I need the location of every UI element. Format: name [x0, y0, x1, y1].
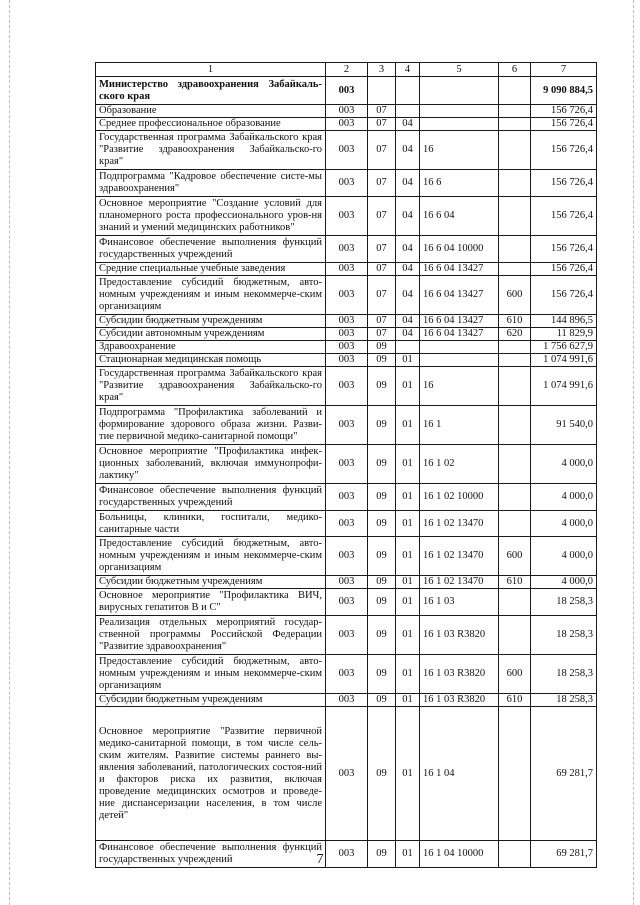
row-name-cell: Финансовое обеспечение выполнения функций государственных учреждений — [96, 236, 326, 263]
row-target-article: 16 6 04 13427 — [420, 263, 499, 276]
row-target-article: 16 1 02 13470 — [420, 511, 499, 537]
row-name-cell: Предоставление субсидий бюджетным, авто-номным учреждениям и иным некоммерче-ским организациям — [96, 537, 326, 576]
row-subsection-code — [396, 105, 420, 118]
table-row — [96, 236, 597, 263]
row-section-code: 09 — [368, 655, 396, 694]
row-expense-type — [499, 236, 531, 263]
row-subsection-code: 04 — [396, 276, 420, 315]
row-section-code: 09 — [368, 341, 396, 354]
row-ministry-code: 003 — [326, 105, 368, 118]
table-row — [96, 511, 597, 537]
row-expense-type: 610 — [499, 315, 531, 328]
row-amount: 1 074 991,6 — [531, 367, 597, 406]
table-row — [96, 694, 597, 707]
row-ministry-code: 003 — [326, 341, 368, 354]
row-expense-type — [499, 511, 531, 537]
row-section-code: 09 — [368, 354, 396, 367]
row-subsection-code: 04 — [396, 315, 420, 328]
row-amount: 69 281,7 — [531, 841, 597, 868]
row-name-cell: Предоставление субсидий бюджетным, авто-номным учреждениям и иным некоммерче-ским организациям — [96, 276, 326, 315]
row-target-article: 16 1 03 R3820 — [420, 694, 499, 707]
row-ministry-code: 003 — [326, 118, 368, 131]
row-section-code: 09 — [368, 576, 396, 589]
row-subsection-code: 01 — [396, 841, 420, 868]
row-amount: 156 726,4 — [531, 236, 597, 263]
row-target-article — [420, 354, 499, 367]
row-amount: 156 726,4 — [531, 118, 597, 131]
row-section-code: 09 — [368, 537, 396, 576]
table-row — [96, 537, 597, 576]
row-target-article: 16 6 04 10000 — [420, 236, 499, 263]
row-amount: 4 000,0 — [531, 484, 597, 511]
row-subsection-code: 01 — [396, 367, 420, 406]
row-ministry-code: 003 — [326, 616, 368, 655]
row-target-article: 16 6 04 — [420, 197, 499, 236]
table-row — [96, 276, 597, 315]
row-subsection-code — [396, 77, 420, 105]
row-amount: 4 000,0 — [531, 537, 597, 576]
row-expense-type — [499, 105, 531, 118]
table-row — [96, 589, 597, 616]
row-subsection-code — [396, 341, 420, 354]
row-section-code: 09 — [368, 484, 396, 511]
row-amount: 91 540,0 — [531, 406, 597, 445]
row-expense-type — [499, 263, 531, 276]
row-ministry-code: 003 — [326, 707, 368, 841]
row-section-code: 09 — [368, 707, 396, 841]
row-section-code: 09 — [368, 841, 396, 868]
row-expense-type — [499, 484, 531, 511]
row-subsection-code: 01 — [396, 445, 420, 484]
row-ministry-code: 003 — [326, 328, 368, 341]
budget-table — [95, 62, 597, 868]
row-section-code: 07 — [368, 118, 396, 131]
row-subsection-code: 01 — [396, 576, 420, 589]
row-amount: 144 896,5 — [531, 315, 597, 328]
row-target-article: 16 1 02 10000 — [420, 484, 499, 511]
row-ministry-code: 003 — [326, 694, 368, 707]
table-row — [96, 406, 597, 445]
table-row — [96, 616, 597, 655]
row-name-cell: Государственная программа Забайкальского края "Развитие здравоохранения Забайкальско-го края" — [96, 131, 326, 170]
row-ministry-code: 003 — [326, 170, 368, 197]
row-section-code: 09 — [368, 694, 396, 707]
row-section-code: 09 — [368, 406, 396, 445]
row-name-cell: Субсидии бюджетным учреждениям — [96, 315, 326, 328]
row-name-cell: Основное мероприятие "Профилактика ВИЧ, вирусных гепатитов В и С" — [96, 589, 326, 616]
header-col-2: 2 — [326, 63, 368, 77]
row-expense-type — [499, 118, 531, 131]
header-col-3: 3 — [368, 63, 396, 77]
table-row — [96, 707, 597, 841]
row-target-article: 16 1 03 — [420, 589, 499, 616]
row-amount: 1 074 991,6 — [531, 354, 597, 367]
row-ministry-code: 003 — [326, 655, 368, 694]
row-name-cell: Реализация отдельных мероприятий государ-ственной программы Российской Федерации "Развитие здравоохранения" — [96, 616, 326, 655]
table-row — [96, 77, 597, 105]
table-row — [96, 118, 597, 131]
row-section-code: 09 — [368, 367, 396, 406]
header-col-7: 7 — [531, 63, 597, 77]
row-section-code: 07 — [368, 328, 396, 341]
row-section-code: 07 — [368, 236, 396, 263]
row-subsection-code: 04 — [396, 170, 420, 197]
row-expense-type: 620 — [499, 328, 531, 341]
row-expense-type: 610 — [499, 576, 531, 589]
row-target-article: 16 1 04 — [420, 707, 499, 841]
row-target-article: 16 6 — [420, 170, 499, 197]
row-name-cell: Подпрограмма "Профилактика заболеваний и формирование здорового образа жизни. Разви-тие первичной медико-санитарной помощи" — [96, 406, 326, 445]
row-ministry-code: 003 — [326, 354, 368, 367]
row-amount: 4 000,0 — [531, 445, 597, 484]
row-subsection-code: 04 — [396, 328, 420, 341]
row-ministry-code: 003 — [326, 197, 368, 236]
row-amount: 11 829,9 — [531, 328, 597, 341]
row-expense-type — [499, 341, 531, 354]
row-target-article: 16 6 04 13427 — [420, 315, 499, 328]
row-expense-type: 600 — [499, 276, 531, 315]
row-target-article — [420, 77, 499, 105]
row-name-cell: Министерство здравоохранения Забайкаль-ского края — [96, 77, 326, 105]
row-section-code: 07 — [368, 105, 396, 118]
table-row — [96, 341, 597, 354]
row-expense-type: 600 — [499, 537, 531, 576]
row-name-cell: Основное мероприятие "Профилактика инфек-ционных заболеваний, включая иммунопрофи-лактику" — [96, 445, 326, 484]
row-section-code — [368, 77, 396, 105]
table-row — [96, 445, 597, 484]
row-name-cell: Среднее профессиональное образование — [96, 118, 326, 131]
row-name-cell: Субсидии бюджетным учреждениям — [96, 576, 326, 589]
row-subsection-code: 01 — [396, 694, 420, 707]
row-ministry-code: 003 — [326, 841, 368, 868]
row-target-article: 16 6 04 13427 — [420, 328, 499, 341]
row-target-article: 16 1 03 R3820 — [420, 616, 499, 655]
table-row — [96, 354, 597, 367]
row-subsection-code: 04 — [396, 118, 420, 131]
row-target-article — [420, 341, 499, 354]
row-ministry-code: 003 — [326, 77, 368, 105]
row-amount: 69 281,7 — [531, 707, 597, 841]
row-target-article: 16 1 02 13470 — [420, 537, 499, 576]
row-subsection-code: 04 — [396, 263, 420, 276]
row-subsection-code: 01 — [396, 616, 420, 655]
row-amount: 156 726,4 — [531, 131, 597, 170]
table-row — [96, 655, 597, 694]
row-amount: 18 258,3 — [531, 655, 597, 694]
row-name-cell: Субсидии бюджетным учреждениям — [96, 694, 326, 707]
row-target-article: 16 6 04 13427 — [420, 276, 499, 315]
row-target-article: 16 1 04 10000 — [420, 841, 499, 868]
row-ministry-code: 003 — [326, 131, 368, 170]
row-name-cell: Субсидии автономным учреждениям — [96, 328, 326, 341]
row-expense-type — [499, 77, 531, 105]
row-amount: 156 726,4 — [531, 276, 597, 315]
header-col-4: 4 — [396, 63, 420, 77]
table-row — [96, 105, 597, 118]
row-target-article: 16 1 02 — [420, 445, 499, 484]
table-row — [96, 328, 597, 341]
row-ministry-code: 003 — [326, 484, 368, 511]
row-subsection-code: 01 — [396, 589, 420, 616]
table-row — [96, 484, 597, 511]
row-subsection-code: 01 — [396, 707, 420, 841]
row-name-cell: Основное мероприятие "Создание условий для планомерного роста профессионального уров-ня знаний и умений медицинских работников" — [96, 197, 326, 236]
page-edge-left — [9, 0, 10, 905]
row-subsection-code: 01 — [396, 537, 420, 576]
row-name-cell: Финансовое обеспечение выполнения функций государственных учреждений — [96, 484, 326, 511]
row-amount: 18 258,3 — [531, 694, 597, 707]
row-amount: 4 000,0 — [531, 511, 597, 537]
row-name-cell: Государственная программа Забайкальского края "Развитие здравоохранения Забайкальско-го края" — [96, 367, 326, 406]
row-expense-type — [499, 367, 531, 406]
header-col-1: 1 — [96, 63, 326, 77]
row-target-article — [420, 105, 499, 118]
row-section-code: 09 — [368, 589, 396, 616]
row-ministry-code: 003 — [326, 589, 368, 616]
table-row — [96, 263, 597, 276]
row-section-code: 07 — [368, 263, 396, 276]
row-target-article: 16 1 03 R3820 — [420, 655, 499, 694]
row-subsection-code: 01 — [396, 655, 420, 694]
row-ministry-code: 003 — [326, 406, 368, 445]
row-amount: 156 726,4 — [531, 170, 597, 197]
row-amount: 9 090 884,5 — [531, 77, 597, 105]
table-row — [96, 170, 597, 197]
row-name-cell: Здравоохранение — [96, 341, 326, 354]
row-subsection-code: 04 — [396, 236, 420, 263]
row-ministry-code: 003 — [326, 537, 368, 576]
row-target-article — [420, 118, 499, 131]
header-row — [96, 63, 597, 77]
row-amount: 156 726,4 — [531, 197, 597, 236]
row-ministry-code: 003 — [326, 236, 368, 263]
page-edge-right — [633, 0, 634, 905]
row-name-cell: Финансовое обеспечение выполнения функций государственных учреждений — [96, 841, 326, 868]
row-amount: 156 726,4 — [531, 263, 597, 276]
row-name-cell: Подпрограмма "Кадровое обеспечение систе-мы здравоохранения" — [96, 170, 326, 197]
row-expense-type — [499, 170, 531, 197]
table-row — [96, 197, 597, 236]
row-section-code: 07 — [368, 315, 396, 328]
row-target-article: 16 1 02 13470 — [420, 576, 499, 589]
row-expense-type — [499, 197, 531, 236]
row-ministry-code: 003 — [326, 367, 368, 406]
row-ministry-code: 003 — [326, 511, 368, 537]
table-row — [96, 131, 597, 170]
table-row — [96, 576, 597, 589]
row-subsection-code: 04 — [396, 131, 420, 170]
page-number: 7 — [316, 852, 324, 867]
table-body — [96, 77, 597, 868]
row-expense-type — [499, 445, 531, 484]
row-section-code: 09 — [368, 616, 396, 655]
row-subsection-code: 01 — [396, 511, 420, 537]
row-expense-type — [499, 589, 531, 616]
row-subsection-code: 01 — [396, 406, 420, 445]
row-ministry-code: 003 — [326, 445, 368, 484]
row-expense-type: 600 — [499, 655, 531, 694]
header-col-6: 6 — [499, 63, 531, 77]
row-expense-type — [499, 354, 531, 367]
row-amount: 18 258,3 — [531, 616, 597, 655]
row-section-code: 07 — [368, 170, 396, 197]
row-amount: 4 000,0 — [531, 576, 597, 589]
row-target-article: 16 — [420, 131, 499, 170]
row-target-article: 16 1 — [420, 406, 499, 445]
row-ministry-code: 003 — [326, 315, 368, 328]
row-section-code: 07 — [368, 197, 396, 236]
header-col-5: 5 — [420, 63, 499, 77]
table-row — [96, 367, 597, 406]
row-target-article: 16 — [420, 367, 499, 406]
row-expense-type: 610 — [499, 694, 531, 707]
row-ministry-code: 003 — [326, 276, 368, 315]
row-name-cell: Средние специальные учебные заведения — [96, 263, 326, 276]
row-name-cell: Больницы, клиники, госпитали, медико-санитарные части — [96, 511, 326, 537]
row-expense-type — [499, 131, 531, 170]
row-expense-type — [499, 406, 531, 445]
row-name-cell: Стационарная медицинская помощь — [96, 354, 326, 367]
row-ministry-code: 003 — [326, 263, 368, 276]
row-name-cell: Предоставление субсидий бюджетным, авто-номным учреждениям и иным некоммерче-ским организациям — [96, 655, 326, 694]
row-ministry-code: 003 — [326, 576, 368, 589]
row-subsection-code: 01 — [396, 354, 420, 367]
row-amount: 18 258,3 — [531, 589, 597, 616]
row-name-cell: Основное мероприятие "Развитие первичной медико-санитарной помощи, в том числе сель-ским жителям. Развитие системы раннего вы-явления заболеваний, патологических состоя-ний и факторов риска их развития, включая проведение медицинских осмотров и проведе-ние диспансеризации населения, в том числе детей" — [96, 707, 326, 841]
row-section-code: 07 — [368, 276, 396, 315]
row-subsection-code: 04 — [396, 197, 420, 236]
row-section-code: 09 — [368, 445, 396, 484]
row-name-cell: Образование — [96, 105, 326, 118]
row-section-code: 09 — [368, 511, 396, 537]
row-expense-type — [499, 616, 531, 655]
row-section-code: 07 — [368, 131, 396, 170]
row-subsection-code: 01 — [396, 484, 420, 511]
row-amount: 156 726,4 — [531, 105, 597, 118]
row-expense-type — [499, 707, 531, 841]
row-amount: 1 756 627,9 — [531, 341, 597, 354]
table-row — [96, 315, 597, 328]
